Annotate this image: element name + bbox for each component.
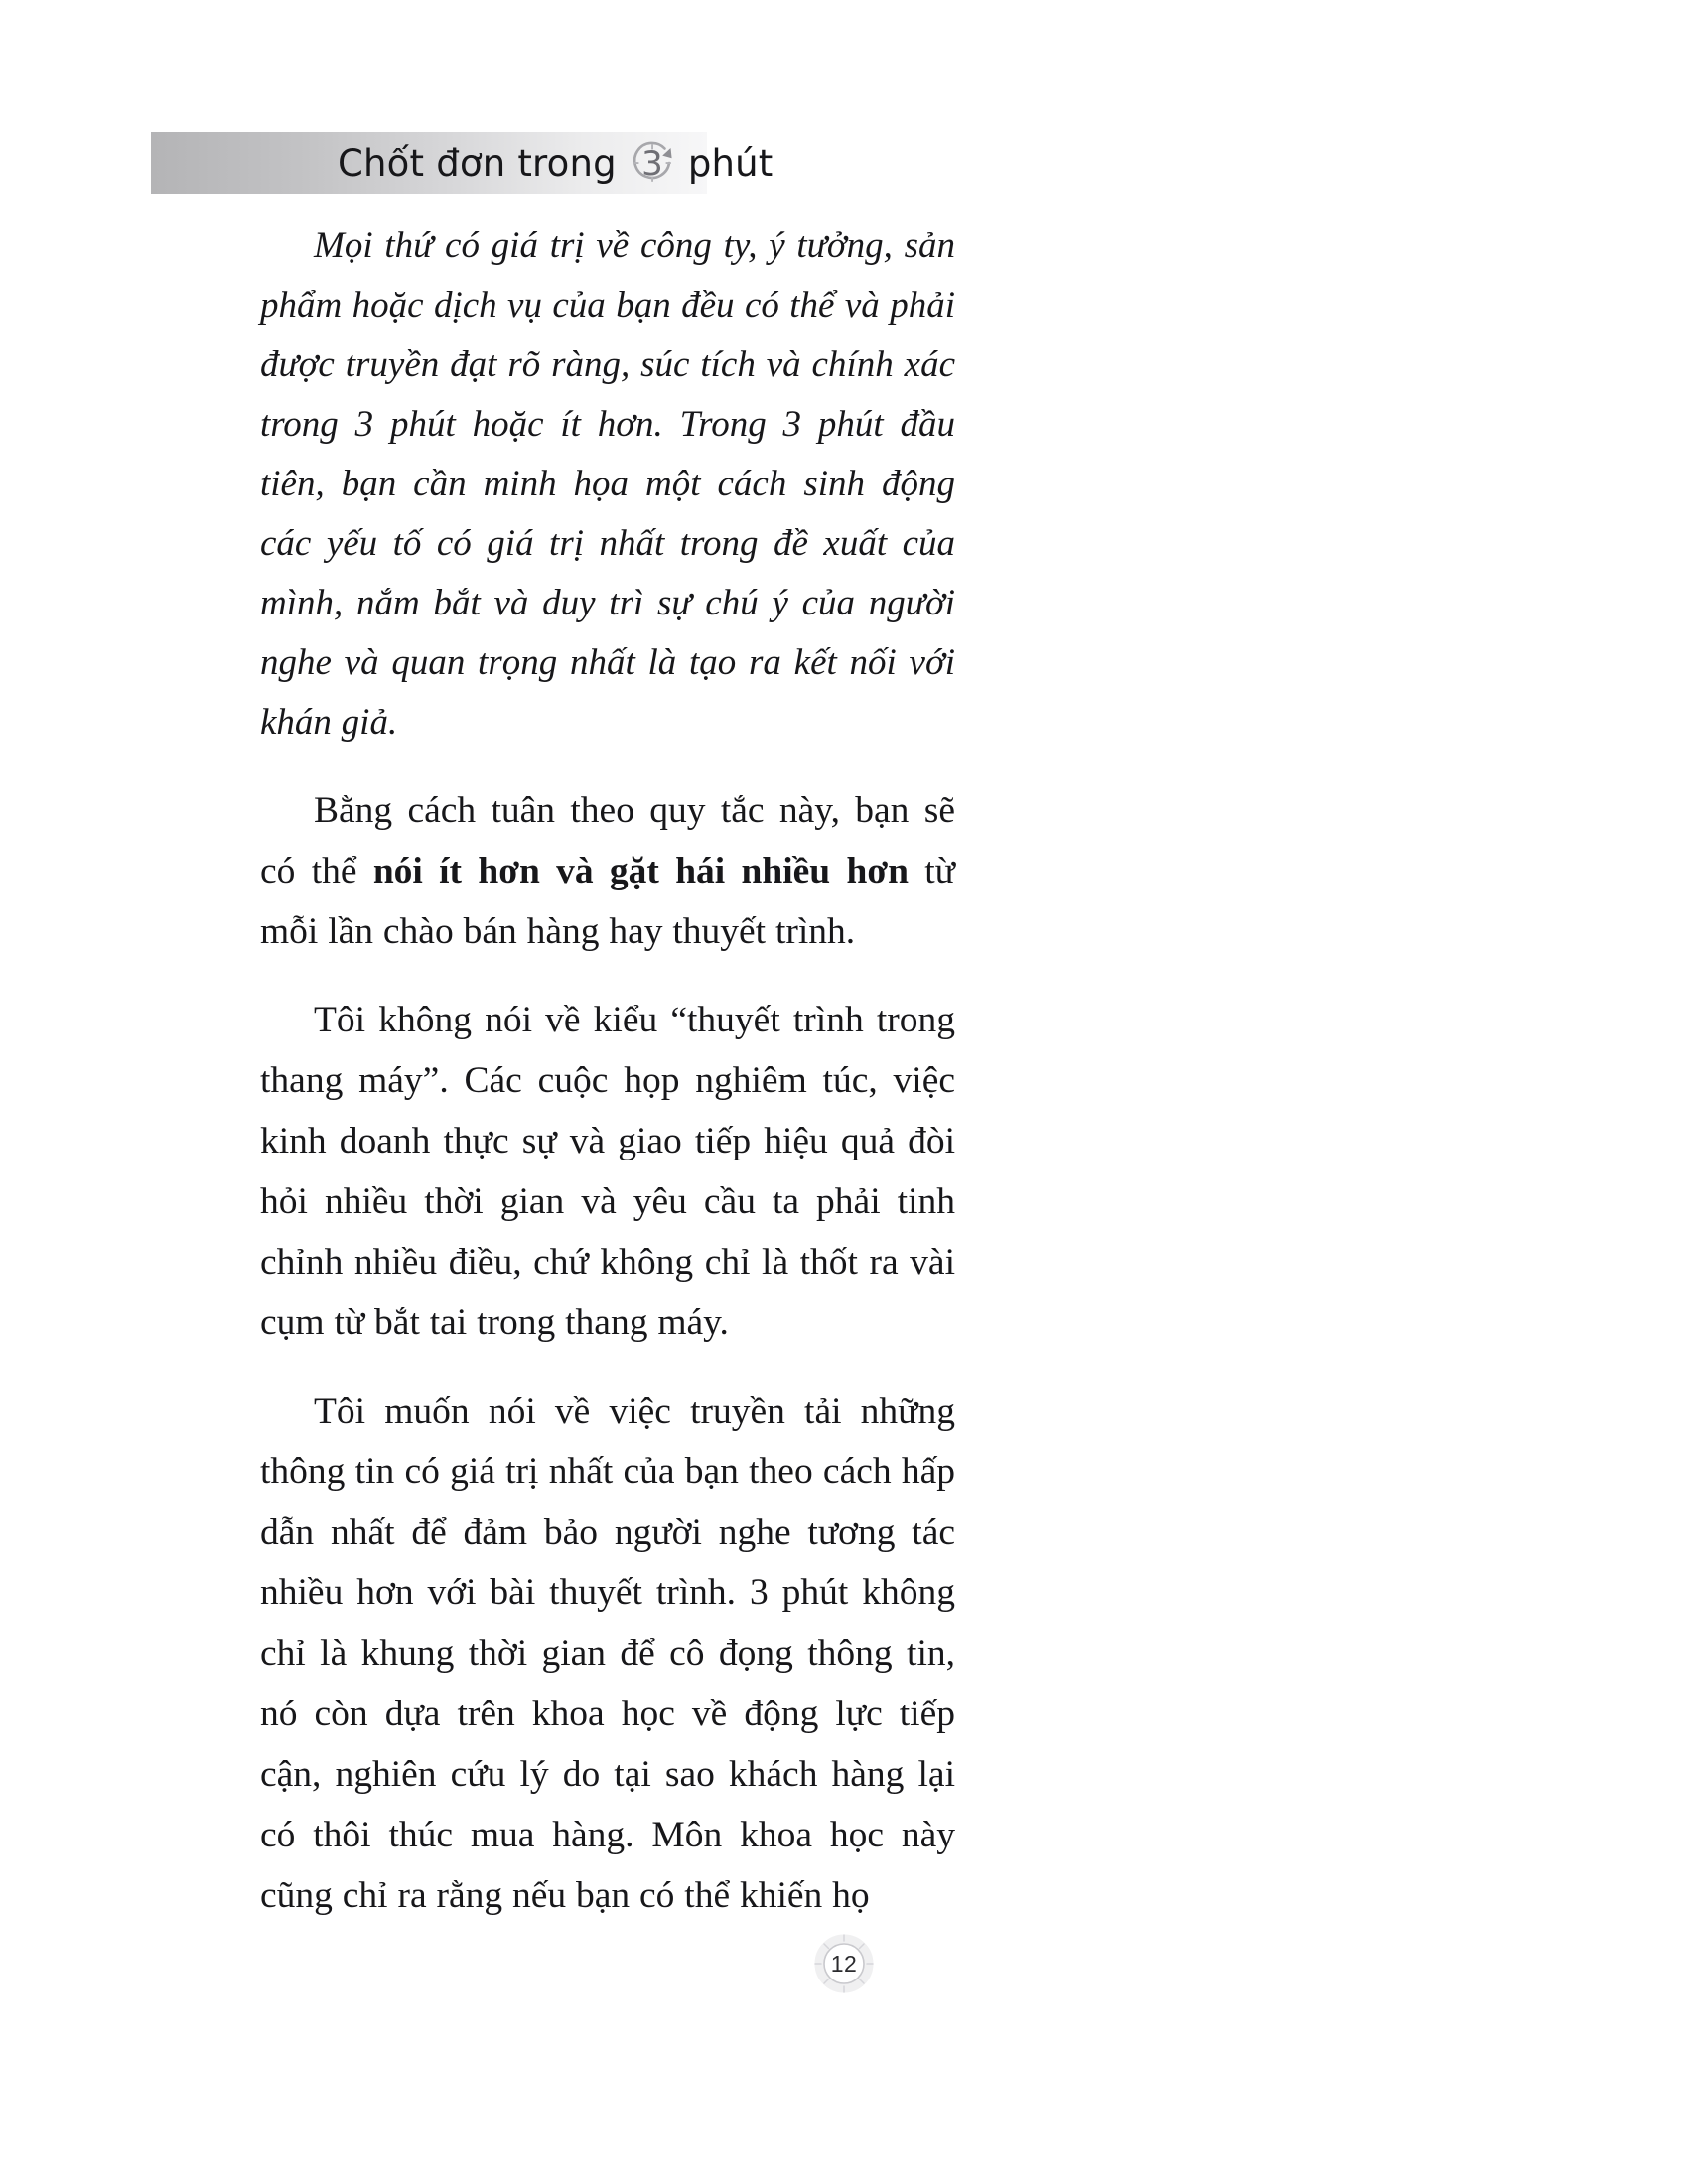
page-text-column: [260, 216, 955, 1954]
clock-three-icon: [627, 137, 678, 189]
paragraph-rule-lead: Bằng cách tuân theo quy tắc này, bạn sẽ có thể: [260, 790, 955, 891]
paragraph-elevator-pitch: Tôi không nói về kiểu “thuyết trình trong thang máy”. Các cuộc họp nghiêm túc, việc kinh doanh thực sự và giao tiếp hiệu quả đòi hỏi nhiều thời gian và yêu cầu ta phải tinh chỉnh nhiều điều, chứ không chỉ là thốt ra vài cụm từ bắt tai trong thang máy.: [260, 1000, 955, 1343]
paragraph-rule-tail: từ mỗi lần chào bán hàng hay thuyết trình.: [260, 851, 955, 952]
paragraph-intro-italic: Mọi thứ có giá trị về công ty, ý tưởng, sản phẩm hoặc dịch vụ của bạn đều có thể và phải được truyền đạt rõ ràng, súc tích và chính xác trong 3 phút hoặc ít hơn. Trong 3 phút đầu tiên, bạn cần minh họa một cách sinh động các yếu tố có giá trị nhất trong đề xuất của mình, nắm bắt và duy trì sự chú ý của người nghe và quan trọng nhất là tạo ra kết nối với khán giả.: [260, 225, 955, 743]
running-head-title-suffix: phút: [687, 141, 774, 185]
page-number: 12: [830, 1950, 858, 1977]
svg-text:3: 3: [640, 144, 663, 184]
paragraph-rule-emphasis: nói ít hơn và gặt hái nhiều hơn: [372, 851, 909, 891]
running-head-title: Chốt đơn trong: [338, 141, 617, 185]
page-number-badge: [800, 1920, 888, 2007]
paragraph-value-delivery: Tôi muốn nói về việc truyền tải những thông tin có giá trị nhất của bạn theo cách hấp dẫn nhất để đảm bảo người nghe tương tác nhiều hơn với bài thuyết trình. 3 phút không chỉ là khung thời gian để cô đọng thông tin, nó còn dựa trên khoa học về động lực tiếp cận, nghiên cứu lý do tại sao khách hàng lại có thôi thúc mua hàng. Môn khoa học này cũng chỉ ra rằng nếu bạn có thể khiến họ: [260, 1391, 955, 1916]
page-footer: [0, 1920, 1688, 2007]
running-head: [338, 132, 774, 194]
paragraph-rule: [260, 780, 955, 962]
